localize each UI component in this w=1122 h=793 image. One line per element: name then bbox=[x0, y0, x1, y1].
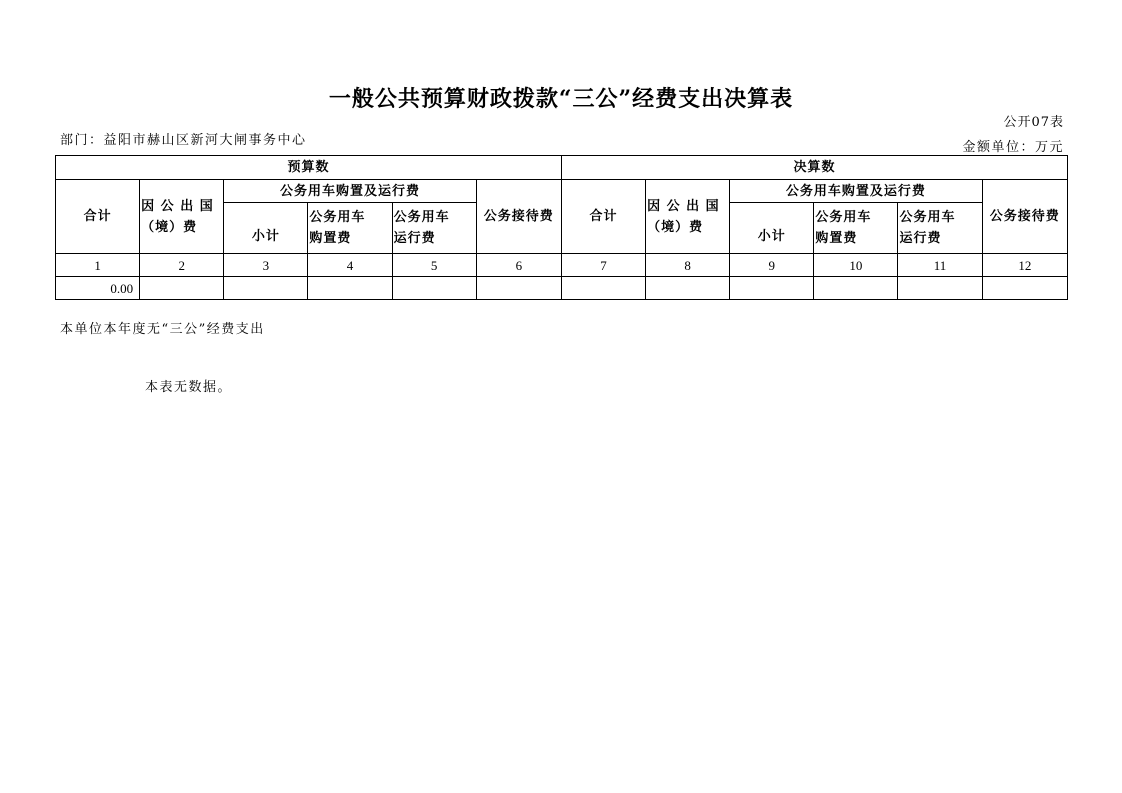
table-cell bbox=[140, 277, 224, 300]
final-abroad-header bbox=[646, 180, 730, 254]
column-number: 1 bbox=[56, 254, 140, 277]
column-number: 11 bbox=[898, 254, 982, 277]
final-purchase-header bbox=[814, 203, 898, 254]
budget-operation-header bbox=[392, 203, 476, 254]
purchase-label-line2: 购置费 bbox=[309, 231, 352, 246]
abroad-label-line1: 因 公 出 国 bbox=[141, 198, 214, 214]
final-total-header: 合计 bbox=[561, 180, 645, 254]
final-reception-header: 公务接待费 bbox=[982, 180, 1067, 254]
operation-label-line2: 运行费 bbox=[899, 231, 942, 246]
table-cell: 0.00 bbox=[56, 277, 140, 300]
table-cell bbox=[308, 277, 392, 300]
budget-group-header: 预算数 bbox=[56, 156, 562, 180]
expenditure-table bbox=[55, 155, 1068, 300]
department-label: 部门：益阳市赫山区新河大闸事务中心 bbox=[60, 133, 307, 148]
table-cell bbox=[982, 277, 1067, 300]
table-cell bbox=[476, 277, 561, 300]
table-cell bbox=[730, 277, 814, 300]
purchase-label-line1: 公务用车 bbox=[815, 210, 872, 225]
column-number: 12 bbox=[982, 254, 1067, 277]
abroad-label-line1: 因 公 出 国 bbox=[647, 198, 720, 214]
table-cell bbox=[646, 277, 730, 300]
column-number: 2 bbox=[140, 254, 224, 277]
column-number: 10 bbox=[814, 254, 898, 277]
abroad-label-line2: （境）费 bbox=[647, 219, 704, 235]
final-operation-header bbox=[898, 203, 982, 254]
final-vehicle-group-header: 公务用车购置及运行费 bbox=[730, 180, 982, 203]
table-row bbox=[56, 277, 1068, 300]
column-number: 3 bbox=[224, 254, 308, 277]
budget-total-header: 合计 bbox=[56, 180, 140, 254]
operation-label-line2: 运行费 bbox=[393, 231, 436, 246]
operation-label-line1: 公务用车 bbox=[393, 210, 450, 225]
sub-header-row bbox=[56, 180, 1068, 203]
column-number: 5 bbox=[392, 254, 476, 277]
form-number: 公开07表 bbox=[1003, 115, 1064, 130]
group-header-row bbox=[56, 156, 1068, 180]
table-cell bbox=[392, 277, 476, 300]
column-number: 8 bbox=[646, 254, 730, 277]
operation-label-line1: 公务用车 bbox=[899, 210, 956, 225]
column-number: 7 bbox=[561, 254, 645, 277]
no-expenditure-note: 本单位本年度无“三公”经费支出 bbox=[60, 322, 265, 337]
table-cell bbox=[898, 277, 982, 300]
abroad-label-line2: （境）费 bbox=[141, 219, 198, 235]
column-number-row bbox=[56, 254, 1068, 277]
final-subtotal-header: 小计 bbox=[730, 203, 814, 254]
column-number: 6 bbox=[476, 254, 561, 277]
page-title: 一般公共预算财政拨款“三公”经费支出决算表 bbox=[328, 86, 794, 112]
budget-purchase-header bbox=[308, 203, 392, 254]
no-data-note: 本表无数据。 bbox=[145, 380, 233, 395]
budget-reception-header: 公务接待费 bbox=[476, 180, 561, 254]
table-cell bbox=[814, 277, 898, 300]
purchase-label-line1: 公务用车 bbox=[309, 210, 366, 225]
column-number: 9 bbox=[730, 254, 814, 277]
purchase-label-line2: 购置费 bbox=[815, 231, 858, 246]
table-cell bbox=[224, 277, 308, 300]
column-number: 4 bbox=[308, 254, 392, 277]
table-cell bbox=[561, 277, 645, 300]
budget-subtotal-header: 小计 bbox=[224, 203, 308, 254]
budget-vehicle-group-header: 公务用车购置及运行费 bbox=[224, 180, 476, 203]
budget-abroad-header bbox=[140, 180, 224, 254]
amount-unit-label: 金额单位：万元 bbox=[962, 140, 1064, 155]
final-group-header: 决算数 bbox=[561, 156, 1067, 180]
